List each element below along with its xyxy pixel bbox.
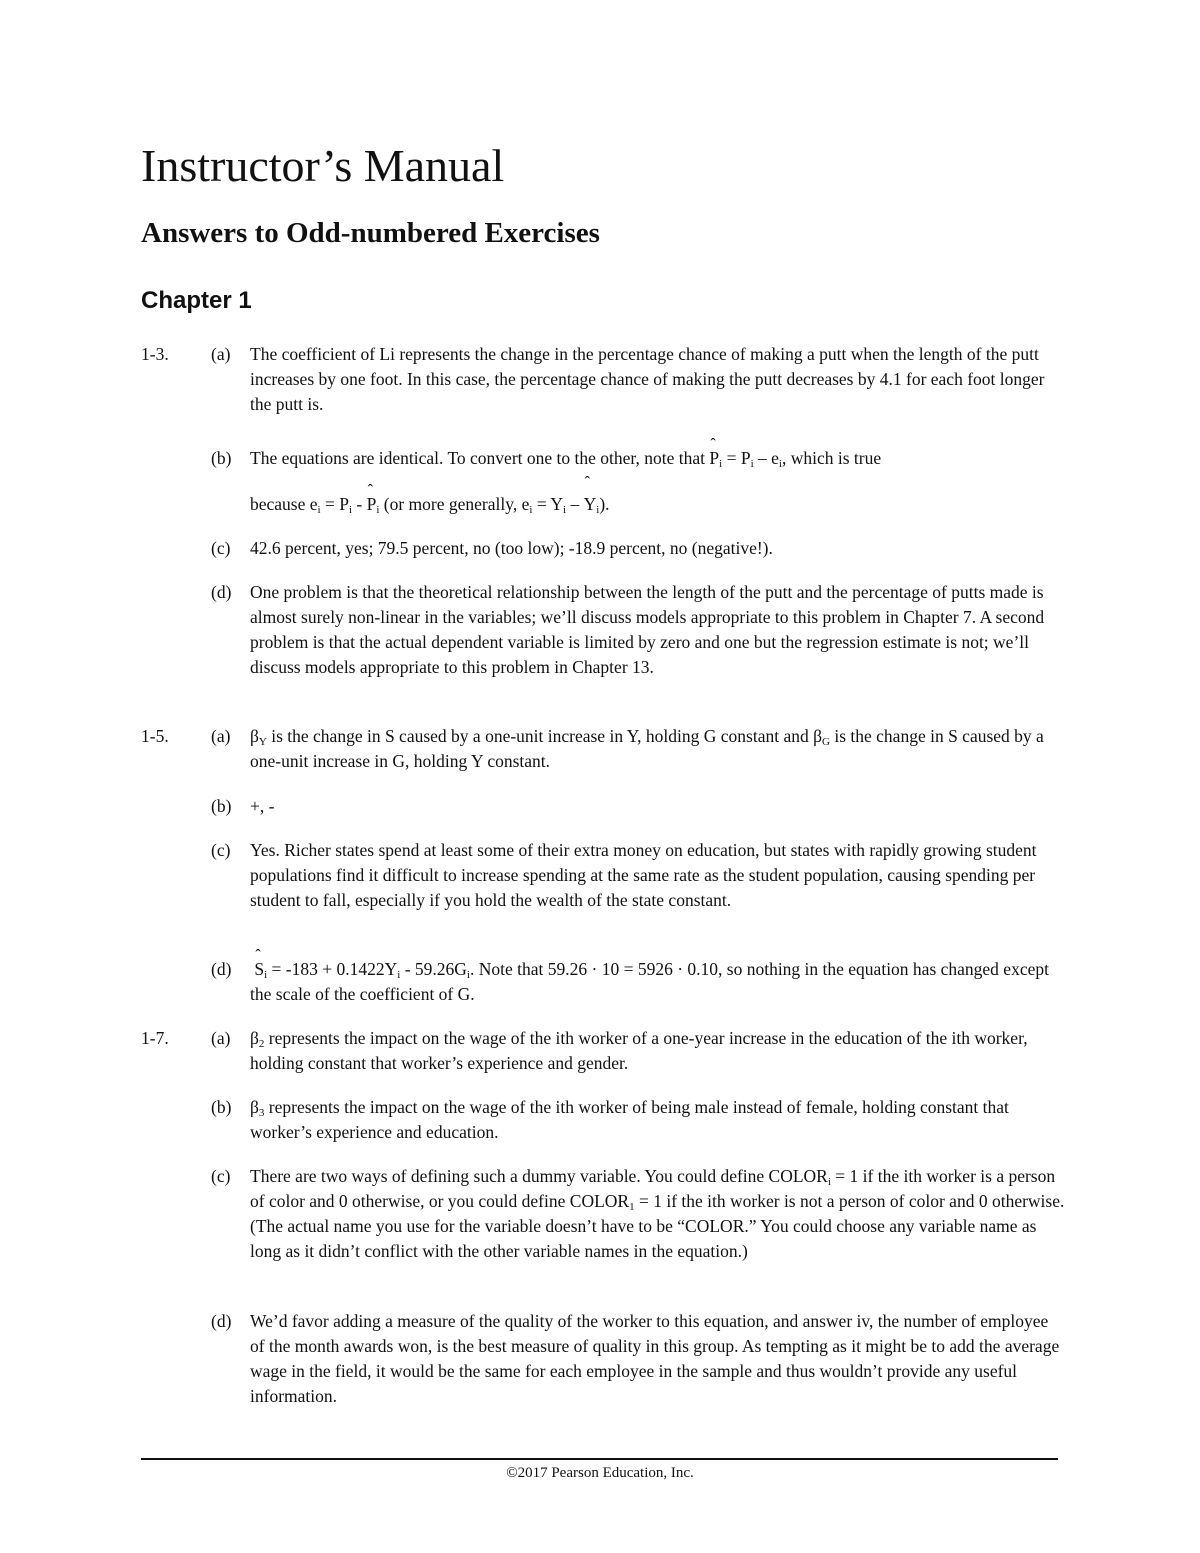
part-text: There are two ways of defining such a dummy variable. You could define $COLOR_i = 1$ if the ith worker is a person of color and 0 otherwise, or you could define $COLOR_1 = 1$ if the ith worker is not a person of color and 0 otherwise. (The actual name you use for the variable doesn’t have to be “COLOR.” You could choose any variable name as long as it didn’t conflict with the other variable names in the equation.) — [250, 1166, 1065, 1261]
part-text: +, - — [250, 796, 275, 816]
part-label: (c) — [211, 840, 231, 860]
chapter-heading: Chapter 1 — [141, 287, 252, 314]
part-label: (a) — [211, 344, 231, 364]
part-text: $\beta_2$ represents the impact on the wage of the ith worker of a one-year increase in the education of the ith worker, holding constant that worker’s experience and gender. — [250, 1028, 1028, 1073]
part-text: because $e_i = P_i$ - ˆ $P_i$ (or more generally, $e_i = Y_i$ – ˆ $Y_i$). — [250, 492, 1065, 517]
p-hat-symbol: ˆ P — [709, 446, 719, 471]
part-text: ˆ $S_i = -183 + 0.1422Y_i - 59.26G_i$. Note that 59.26 · 10 = 5926 · 0.10, so nothing in the equation has changed except the scale of the coefficient of G. — [250, 957, 1065, 1007]
p-hat-symbol: ˆ P — [367, 492, 377, 517]
part-text: One problem is that the theoretical relationship between the length of the putt and the percentage of putts made is almost surely non-linear in the variables; we’ll discuss models appropriate to this problem in Chapter 7. A second problem is that the actual dependent variable is limited by zero and one but the regression estimate is not; we’ll discuss models appropriate to this problem in Chapter 13. — [250, 582, 1045, 677]
part-text: The coefficient of Li represents the change in the percentage chance of making a putt when the length of the putt increases by one foot. In this case, the percentage chance of making the putt decreases by 4.1 for each foot longer the putt is. — [250, 344, 1045, 414]
part-text: Yes. Richer states spend at least some of their extra money on education, but states with rapidly growing student populations find it difficult to increase spending at the same rate as the student population, causing spending per student to fall, especially if you hold the wealth of the state constant. — [250, 840, 1037, 910]
part-label: (d) — [211, 1311, 232, 1331]
exercise-number: 1-5. — [141, 726, 169, 746]
footer-copyright: ©2017 Pearson Education, Inc. — [506, 1465, 694, 1481]
part-text: 42.6 percent, yes; 79.5 percent, no (too low); -18.9 percent, no (negative!). — [250, 538, 773, 558]
part-label: (b) — [211, 796, 232, 816]
part-label: (c) — [211, 1166, 231, 1186]
part-label: (b) — [211, 448, 232, 468]
page-subtitle: Answers to Odd-numbered Exercises — [141, 217, 600, 249]
part-text: $\beta_Y$ is the change in S caused by a one-unit increase in Y, holding G constant and $\beta_G$ is the change in S caused by a one-unit increase in G, holding Y constant. — [250, 726, 1044, 771]
s-hat-symbol: ˆ S — [254, 957, 264, 982]
part-label: (a) — [211, 1028, 231, 1048]
page-title: Instructor’s Manual — [141, 140, 505, 191]
part-text: The equations are identical. To convert one to the other, note that ˆ $P_i = P_i - e_i$, which is true — [250, 446, 1065, 471]
part-text: We’d favor adding a measure of the quality of the worker to this equation, and answer iv, the number of employee of the month awards won, is the best measure of quality in this group. As tempting as it might be to add the average wage in the field, it would be the same for each employee in the sample and thus wouldn’t provide any useful information. — [250, 1311, 1060, 1406]
part-label: (d) — [211, 582, 232, 602]
part-label: (b) — [211, 1097, 232, 1117]
exercise-number: 1-7. — [141, 1028, 169, 1048]
exercise-number: 1-3. — [141, 344, 169, 364]
footer-divider — [141, 1458, 1058, 1460]
y-hat-symbol: ˆ Y — [584, 492, 597, 517]
part-label: (d) — [211, 959, 232, 979]
part-text: $\beta_3$ represents the impact on the wage of the ith worker of being male instead of female, holding constant that worker’s experience and education. — [250, 1097, 1009, 1142]
part-label: (c) — [211, 538, 231, 558]
part-label: (a) — [211, 726, 231, 746]
